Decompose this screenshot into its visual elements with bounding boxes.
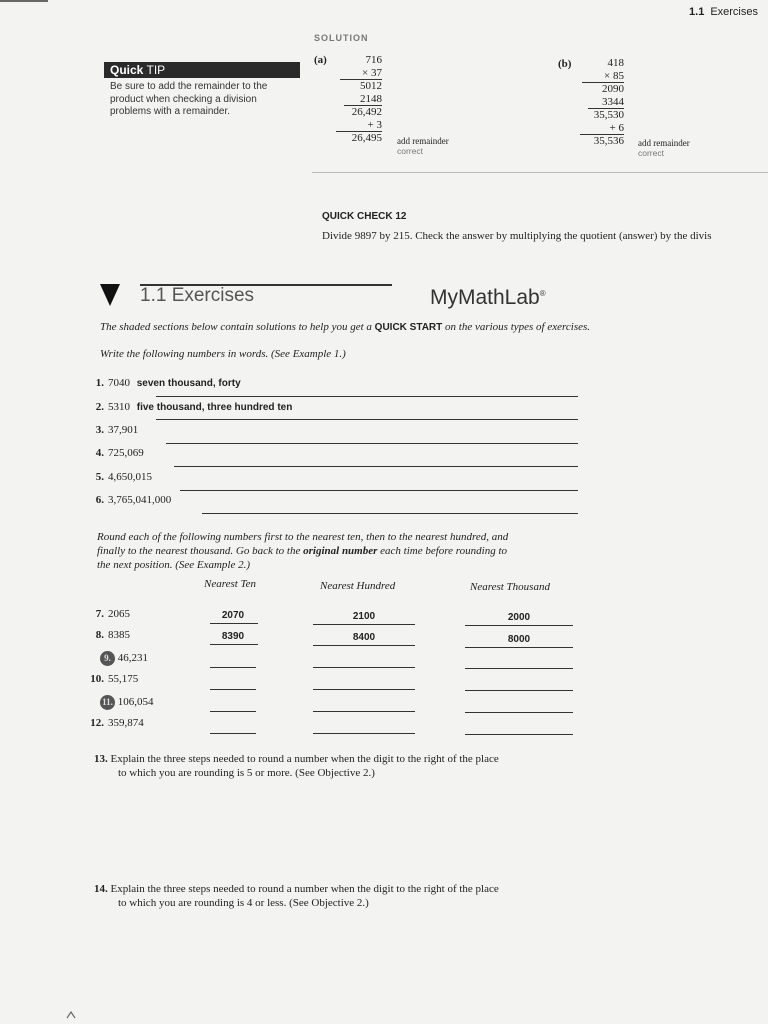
instructions-words: Write the following numbers in words. (See Example 1.) — [100, 348, 346, 360]
thousand-answer: 8000 — [507, 634, 531, 645]
question-14: 14. Explain the three steps needed to round a number when the digit to the right of the place to which you are rounding is 4 or less. (See Objective 2.) — [94, 883, 499, 909]
col-head-thousand: Nearest Thousand — [470, 581, 550, 593]
word-item-3: 3. 37,901 — [95, 424, 139, 436]
ten-line — [210, 667, 256, 668]
ten-answer: 8390 — [221, 631, 245, 642]
rounding-row-10: 10. 55,175 — [90, 673, 139, 685]
hundred-line — [313, 645, 415, 646]
question-13: 13. Explain the three steps needed to round a number when the digit to the right of the place to which you are rounding is 5 or more. (See Objective 2.) — [94, 753, 499, 779]
rounding-row-9: 9. 46,231 — [100, 651, 148, 666]
solution-a-note: add remainder correct — [397, 136, 449, 156]
answer-text: five thousand, three hundred ten — [136, 402, 293, 413]
solution-b-note: add remainder correct — [638, 138, 690, 158]
rounding-row-8: 8. 8385 — [95, 629, 130, 641]
margin-mark-icon — [66, 1006, 76, 1014]
thousand-answer: 2000 — [507, 612, 531, 623]
instructions-rounding: Round each of the following numbers first to the nearest ten, then to the nearest hundred, and finally to the nearest thousand. Go back to the original number each time before rounding to the next position. (See Example 2.) — [97, 531, 509, 571]
answer-line — [202, 513, 578, 514]
quick-check-title: QUICK CHECK 12 — [322, 211, 407, 222]
solution-a-calc: 716 × 37 5012 2148 26,492 + 3 26,495 — [330, 54, 382, 145]
solution-a-tag: (a) — [314, 54, 327, 66]
thousand-line — [465, 690, 573, 691]
thousand-line — [465, 712, 573, 713]
col-head-hundred: Nearest Hundred — [320, 580, 396, 592]
hundred-line — [313, 624, 415, 625]
word-item-4: 4. 725,069 — [95, 447, 144, 459]
quick-check-text: Divide 9897 by 215. Check the answer by multiplying the quotient (answer) by the divis — [322, 230, 712, 242]
word-item-2: 2. 5310 five thousand, three hundred ten — [95, 401, 293, 413]
exercises-title: 1.1 Exercises — [140, 285, 255, 306]
col-head-ten: Nearest Ten — [204, 578, 257, 590]
ten-line — [210, 623, 258, 624]
section-title: Exercises — [710, 6, 758, 18]
word-item-1: 1. 7040 seven thousand, forty — [95, 377, 241, 389]
ten-line — [210, 644, 258, 645]
answer-line — [180, 490, 578, 491]
ten-answer: 2070 — [221, 610, 245, 621]
rounding-table — [84, 606, 584, 736]
answer-line — [156, 396, 578, 397]
rounding-row-12: 12. 359,874 — [90, 717, 144, 729]
thousand-line — [465, 734, 573, 735]
quick-tip-text: Be sure to add the remainder to the product when checking a division problems with a remainder. — [110, 81, 268, 117]
top-edge-rule — [0, 0, 48, 2]
answer-text: seven thousand, forty — [136, 378, 241, 389]
word-item-6: 6. 3,765,041,000 — [95, 494, 172, 506]
word-item-5: 5. 4,650,015 — [95, 471, 152, 483]
rounding-row-11: 11. 106,054 — [100, 695, 154, 710]
mymathlab-logo: MyMathLab® — [430, 286, 546, 309]
answer-line — [156, 419, 578, 420]
answer-line — [174, 466, 578, 467]
exercises-intro: The shaded sections below contain solutions to help you get a QUICK START on the various types of exercises. — [100, 321, 591, 333]
thousand-line — [465, 647, 573, 648]
thousand-line — [465, 668, 573, 669]
hundred-line — [313, 667, 415, 668]
answer-line — [166, 443, 578, 444]
circled-number: 11. — [100, 695, 115, 710]
rounding-row-7: 7. 2065 — [95, 608, 130, 620]
hundred-line — [313, 733, 415, 734]
thousand-line — [465, 625, 573, 626]
solution-b-tag: (b) — [558, 58, 572, 70]
ten-line — [210, 733, 256, 734]
quick-tip-label: Quick TIP — [104, 62, 300, 78]
ten-line — [210, 711, 256, 712]
solution-divider — [312, 172, 768, 173]
hundred-line — [313, 689, 415, 690]
solution-label: SOLUTION — [314, 33, 369, 43]
section-number: 1.1 — [689, 6, 705, 18]
circled-number: 9. — [100, 651, 115, 666]
hundred-answer: 8400 — [352, 632, 376, 643]
ten-line — [210, 689, 256, 690]
hundred-line — [313, 711, 415, 712]
section-triangle-icon — [100, 284, 120, 306]
running-head — [689, 6, 758, 18]
hundred-answer: 2100 — [352, 611, 376, 622]
solution-b-calc: 418 × 85 2090 3344 35,530 + 6 35,536 — [574, 57, 624, 148]
